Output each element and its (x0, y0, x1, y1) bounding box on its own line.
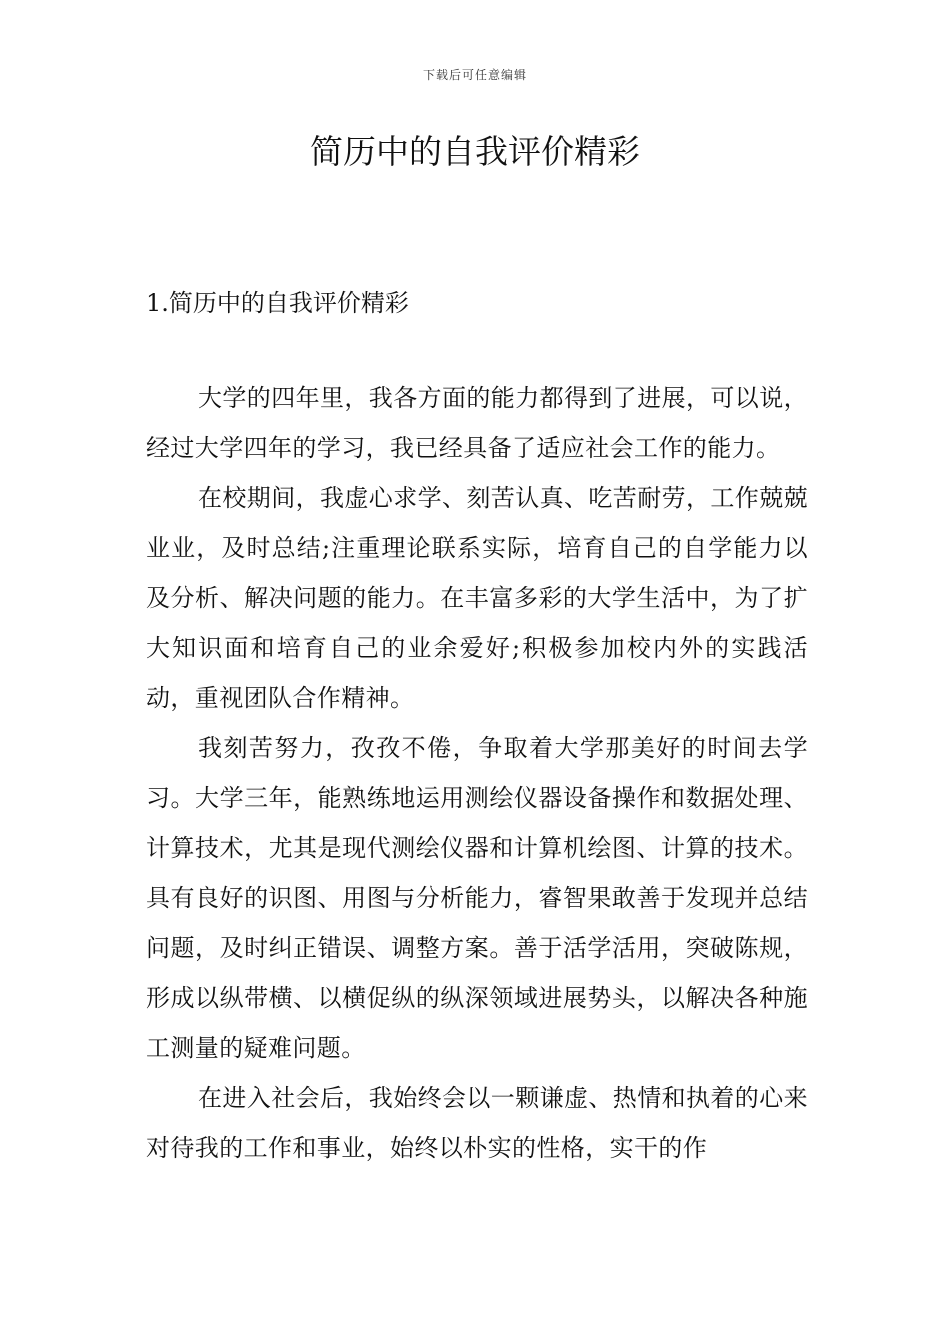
paragraph-3: 我刻苦努力，孜孜不倦，争取着大学那美好的时间去学习。大学三年，能熟练地运用测绘仪器设备操作和数据处理、计算技术，尤其是现代测绘仪器和计算机绘图、计算的技术。具有良好的识图、用图与分析能力，睿智果敢善于发现并总结问题，及时纠正错误、调整方案。善于活学活用，突破陈规，形成以纵带横、以横促纵的纵深领域进展势头，以解决各种施工测量的疑难问题。 (146, 734, 808, 1062)
paragraph-2: 在校期间，我虚心求学、刻苦认真、吃苦耐劳，工作兢兢业业，及时总结;注重理论联系实际，培育自己的自学能力以及分析、解决问题的能力。在丰富多彩的大学生活中，为了扩大知识面和培育自己的业余爱好;积极参加校内外的实践活动，重视团队合作精神。 (146, 484, 808, 712)
body-text (146, 373, 808, 1173)
section-heading: 1.简历中的自我评价精彩 (146, 289, 409, 317)
document-title: 简历中的自我评价精彩 (310, 132, 640, 171)
header-note: 下载后可任意编辑 (422, 68, 527, 82)
paragraph-1: 大学的四年里，我各方面的能力都得到了进展，可以说，经过大学四年的学习，我已经具备了适应社会工作的能力。 (146, 384, 808, 462)
paragraph-4: 在进入社会后，我始终会以一颗谦虚、热情和执着的心来对待我的工作和事业，始终以朴实的性格，实干的作 (146, 1084, 808, 1162)
